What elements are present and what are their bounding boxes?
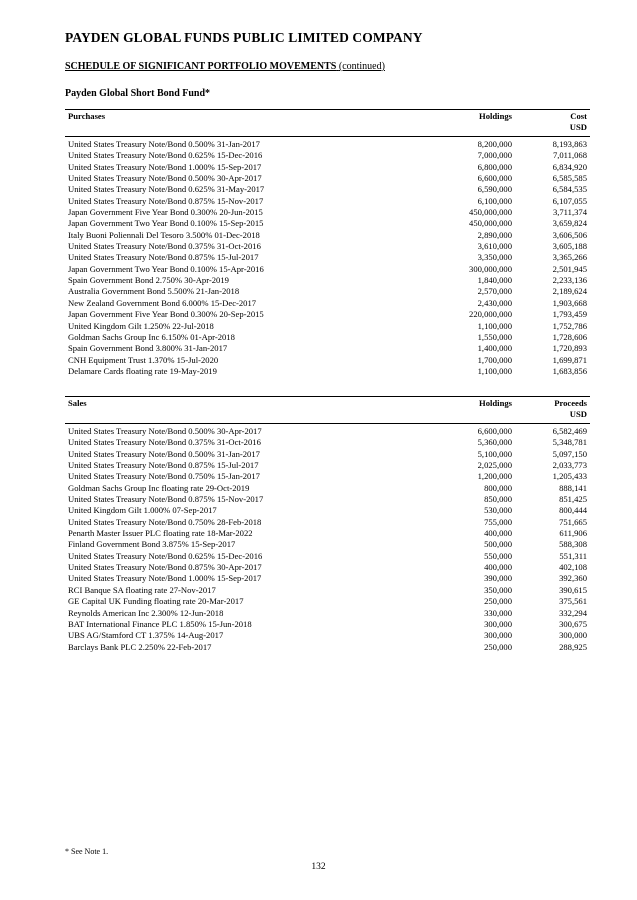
value-cell: 2,033,773: [552, 460, 587, 471]
security-cell: Goldman Sachs Group Inc floating rate 29-Oct-2019: [68, 482, 250, 493]
value-cell: 3,606,506: [552, 229, 587, 240]
table-row: [65, 252, 590, 263]
value-cell: 3,365,266: [552, 252, 587, 263]
holdings-cell: 1,200,000: [477, 471, 512, 482]
fund-name: Payden Global Short Bond Fund*: [65, 88, 211, 99]
value-cell: 1,205,433: [552, 471, 587, 482]
purchases-col-value-label: Cost: [570, 111, 587, 121]
sales-col-value: [554, 398, 587, 420]
holdings-cell: 2,890,000: [477, 229, 512, 240]
value-cell: 1,793,459: [552, 309, 587, 320]
purchases-col-holdings: Holdings: [479, 111, 512, 121]
table-row: [65, 449, 590, 460]
holdings-cell: 3,610,000: [477, 241, 512, 252]
table-row: [65, 460, 590, 471]
security-cell: Delamare Cards floating rate 19-May-2019: [68, 365, 217, 376]
schedule-title-suffix: (continued): [338, 61, 385, 72]
table-row: [65, 343, 590, 354]
page-title: PAYDEN GLOBAL FUNDS PUBLIC LIMITED COMPANY: [65, 30, 423, 45]
table-row: [65, 321, 590, 332]
security-cell: Japan Government Five Year Bond 0.300% 20-Jun-2015: [68, 207, 263, 218]
table-row: [65, 505, 590, 516]
holdings-cell: 6,800,000: [477, 161, 512, 172]
holdings-cell: 330,000: [484, 607, 512, 618]
value-cell: 1,728,606: [552, 331, 587, 342]
security-cell: United States Treasury Note/Bond 0.750% 28-Feb-2018: [68, 516, 262, 527]
security-cell: BAT International Finance PLC 1.850% 15-Jun-2018: [68, 618, 252, 629]
purchases-col-security: Purchases: [68, 111, 106, 121]
purchases-col-currency: USD: [569, 122, 587, 132]
security-cell: Japan Government Two Year Bond 0.100% 15-Sep-2015: [68, 218, 264, 229]
value-cell: 375,561: [559, 596, 587, 607]
security-cell: United States Treasury Note/Bond 1.000% 15-Sep-2017: [68, 161, 262, 172]
page-number: 132: [311, 862, 326, 872]
table-row: [65, 426, 590, 437]
table-row: [65, 275, 590, 286]
security-cell: CNH Equipment Trust 1.370% 15-Jul-2020: [68, 354, 219, 365]
security-cell: United States Treasury Note/Bond 0.875% 15-Jul-2017: [68, 460, 259, 471]
security-cell: United States Treasury Note/Bond 0.625% 31-May-2017: [68, 184, 265, 195]
security-cell: United States Treasury Note/Bond 0.625% 15-Dec-2016: [68, 150, 263, 161]
security-cell: New Zealand Government Bond 6.000% 15-Dec-2017: [68, 297, 257, 308]
table-row: [65, 585, 590, 596]
value-cell: 551,311: [559, 550, 587, 561]
value-cell: 6,582,469: [552, 426, 587, 436]
sales-col-value-label: Proceeds: [554, 398, 587, 408]
security-cell: Japan Government Five Year Bond 0.300% 20-Sep-2015: [68, 309, 264, 320]
value-cell: 3,711,374: [552, 207, 587, 218]
value-cell: 888,141: [559, 482, 587, 493]
holdings-cell: 300,000: [484, 630, 512, 641]
value-cell: 1,720,893: [552, 343, 587, 354]
value-cell: 2,501,945: [552, 263, 587, 274]
value-cell: 6,584,535: [552, 184, 587, 195]
holdings-cell: 450,000,000: [469, 218, 512, 229]
value-cell: 8,193,863: [552, 139, 587, 149]
value-cell: 288,925: [559, 641, 587, 652]
table-row: [65, 218, 590, 229]
purchases-header: [65, 110, 590, 136]
table-row: [65, 264, 590, 275]
holdings-cell: 220,000,000: [469, 309, 512, 320]
holdings-cell: 6,600,000: [477, 426, 512, 436]
value-cell: 392,360: [559, 573, 587, 584]
holdings-cell: 1,100,000: [477, 365, 512, 376]
value-cell: 611,906: [559, 528, 587, 539]
holdings-cell: 300,000: [484, 618, 512, 629]
table-row: [65, 630, 590, 641]
table-row: [65, 309, 590, 320]
security-cell: Reynolds American Inc 2.300% 12-Jun-2018: [68, 607, 224, 618]
table-row: [65, 184, 590, 195]
security-cell: United States Treasury Note/Bond 0.875% 15-Nov-2017: [68, 195, 264, 206]
table-row: [65, 241, 590, 252]
security-cell: Spain Government Bond 2.750% 30-Apr-2019: [68, 275, 229, 286]
security-cell: United States Treasury Note/Bond 0.625% 15-Dec-2016: [68, 550, 263, 561]
security-cell: United States Treasury Note/Bond 1.000% 15-Sep-2017: [68, 573, 262, 584]
value-cell: 3,605,188: [552, 241, 587, 252]
holdings-cell: 1,100,000: [477, 320, 512, 331]
table-row: [65, 596, 590, 607]
table-row: [65, 173, 590, 184]
holdings-cell: 2,570,000: [477, 286, 512, 297]
table-row: [65, 619, 590, 630]
value-cell: 800,444: [559, 505, 587, 516]
value-cell: 2,233,136: [552, 275, 587, 286]
value-cell: 588,308: [559, 539, 587, 550]
holdings-cell: 1,400,000: [477, 343, 512, 354]
holdings-cell: 1,700,000: [477, 354, 512, 365]
table-row: [65, 196, 590, 207]
security-cell: United Kingdom Gilt 1.250% 22-Jul-2018: [68, 320, 214, 331]
security-cell: United States Treasury Note/Bond 0.875% 15-Jul-2017: [68, 252, 259, 263]
sales-col-currency: USD: [569, 409, 587, 419]
security-cell: United States Treasury Note/Bond 0.375% 31-Oct-2016: [68, 241, 261, 252]
security-cell: United States Treasury Note/Bond 0.875% 15-Nov-2017: [68, 494, 264, 505]
security-cell: United States Treasury Note/Bond 0.500% 30-Apr-2017: [68, 426, 262, 436]
sales-rows: [65, 424, 590, 653]
sales-table: [65, 396, 590, 653]
table-row: [65, 551, 590, 562]
holdings-cell: 250,000: [484, 641, 512, 652]
security-cell: Finland Government Bond 3.875% 15-Sep-2017: [68, 539, 236, 550]
table-row: [65, 286, 590, 297]
value-cell: 300,000: [559, 630, 587, 641]
holdings-cell: 400,000: [484, 562, 512, 573]
security-cell: United States Treasury Note/Bond 0.375% 31-Oct-2016: [68, 437, 261, 448]
holdings-cell: 300,000,000: [469, 263, 512, 274]
table-row: [65, 573, 590, 584]
table-row: [65, 483, 590, 494]
purchases-table: [65, 109, 590, 377]
sales-header: [65, 397, 590, 423]
table-row: [65, 562, 590, 573]
footnote: * See Note 1.: [65, 847, 109, 856]
security-cell: United Kingdom Gilt 1.000% 07-Sep-2017: [68, 505, 217, 516]
holdings-cell: 800,000: [484, 482, 512, 493]
value-cell: 6,585,585: [552, 173, 587, 184]
holdings-cell: 850,000: [484, 494, 512, 505]
holdings-cell: 550,000: [484, 550, 512, 561]
value-cell: 6,107,055: [552, 195, 587, 206]
holdings-cell: 755,000: [484, 516, 512, 527]
table-row: [65, 528, 590, 539]
table-row: [65, 207, 590, 218]
holdings-cell: 2,025,000: [477, 460, 512, 471]
security-cell: GE Capital UK Funding floating rate 20-Mar-2017: [68, 596, 244, 607]
schedule-title-text: SCHEDULE OF SIGNIFICANT PORTFOLIO MOVEMENTS: [65, 61, 337, 72]
sales-col-security: Sales: [68, 398, 87, 408]
security-cell: Spain Government Bond 3.800% 31-Jan-2017: [68, 343, 228, 354]
security-cell: Penarth Master Issuer PLC floating rate 18-Mar-2022: [68, 528, 253, 539]
value-cell: 1,683,856: [552, 365, 587, 376]
value-cell: 390,615: [559, 584, 587, 595]
table-row: [65, 608, 590, 619]
holdings-cell: 6,100,000: [477, 195, 512, 206]
holdings-cell: 3,350,000: [477, 252, 512, 263]
table-row: [65, 230, 590, 241]
security-cell: United States Treasury Note/Bond 0.750% 15-Jan-2017: [68, 471, 260, 482]
table-row: [65, 642, 590, 653]
holdings-cell: 6,590,000: [477, 184, 512, 195]
value-cell: 851,425: [559, 494, 587, 505]
table-row: [65, 139, 590, 150]
table-row: [65, 494, 590, 505]
security-cell: Japan Government Two Year Bond 0.100% 15-Apr-2016: [68, 263, 264, 274]
value-cell: 1,752,786: [552, 320, 587, 331]
table-row: [65, 332, 590, 343]
table-row: [65, 150, 590, 161]
value-cell: 6,834,920: [552, 161, 587, 172]
table-row: [65, 517, 590, 528]
holdings-cell: 8,200,000: [477, 139, 512, 149]
holdings-cell: 450,000,000: [469, 207, 512, 218]
holdings-cell: 500,000: [484, 539, 512, 550]
table-row: [65, 355, 590, 366]
value-cell: 5,348,781: [552, 437, 587, 448]
value-cell: 1,903,668: [552, 297, 587, 308]
holdings-cell: 7,000,000: [477, 150, 512, 161]
security-cell: Australia Government Bond 5.500% 21-Jan-2018: [68, 286, 240, 297]
value-cell: 1,699,871: [552, 354, 587, 365]
security-cell: Italy Buoni Poliennali Del Tesoro 3.500% 01-Dec-2018: [68, 229, 260, 240]
holdings-cell: 1,550,000: [477, 331, 512, 342]
value-cell: 7,011,068: [552, 150, 587, 161]
value-cell: 300,675: [559, 618, 587, 629]
sales-col-holdings: Holdings: [479, 398, 512, 408]
purchases-rows: [65, 137, 590, 377]
security-cell: Goldman Sachs Group Inc 6.150% 01-Apr-2018: [68, 331, 235, 342]
security-cell: United States Treasury Note/Bond 0.500% 31-Jan-2017: [68, 139, 260, 149]
security-cell: Barclays Bank PLC 2.250% 22-Feb-2017: [68, 641, 212, 652]
table-row: [65, 366, 590, 377]
holdings-cell: 6,600,000: [477, 173, 512, 184]
value-cell: 3,659,824: [552, 218, 587, 229]
holdings-cell: 1,840,000: [477, 275, 512, 286]
holdings-cell: 400,000: [484, 528, 512, 539]
holdings-cell: 250,000: [484, 596, 512, 607]
security-cell: United States Treasury Note/Bond 0.500% 30-Apr-2017: [68, 173, 262, 184]
security-cell: RCI Banque SA floating rate 27-Nov-2017: [68, 584, 216, 595]
table-row: [65, 162, 590, 173]
value-cell: 332,294: [559, 607, 587, 618]
holdings-cell: 350,000: [484, 584, 512, 595]
holdings-cell: 530,000: [484, 505, 512, 516]
holdings-cell: 5,100,000: [477, 448, 512, 459]
security-cell: UBS AG/Stamford CT 1.375% 14-Aug-2017: [68, 630, 224, 641]
holdings-cell: 5,360,000: [477, 437, 512, 448]
holdings-cell: 2,430,000: [477, 297, 512, 308]
purchases-col-value: [570, 111, 587, 133]
value-cell: 402,108: [559, 562, 587, 573]
value-cell: 2,189,624: [552, 286, 587, 297]
holdings-cell: 390,000: [484, 573, 512, 584]
schedule-title: [65, 61, 385, 72]
security-cell: United States Treasury Note/Bond 0.875% 30-Apr-2017: [68, 562, 262, 573]
value-cell: 5,097,150: [552, 448, 587, 459]
table-row: [65, 298, 590, 309]
table-row: [65, 437, 590, 448]
table-row: [65, 471, 590, 482]
security-cell: United States Treasury Note/Bond 0.500% 31-Jan-2017: [68, 448, 260, 459]
table-row: [65, 539, 590, 550]
value-cell: 751,665: [559, 516, 587, 527]
